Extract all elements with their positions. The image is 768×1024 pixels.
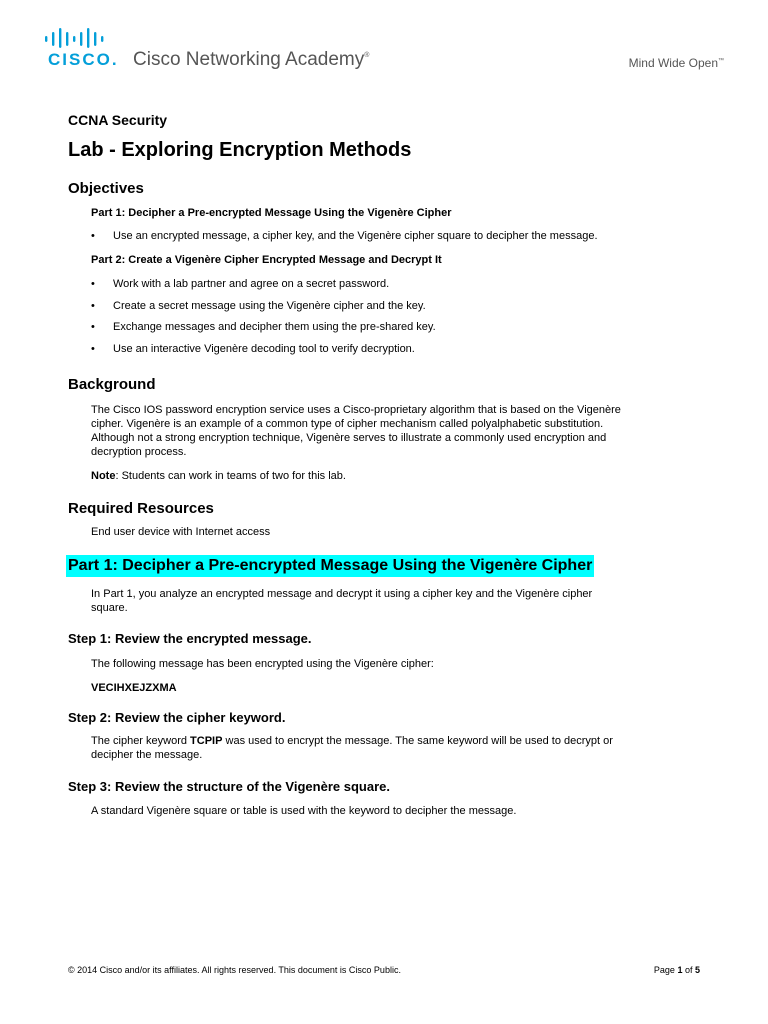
objective-part1-title: Part 1: Decipher a Pre-encrypted Message Using the Vigenère Cipher: [91, 207, 452, 219]
course-name: CCNA Security: [68, 112, 168, 128]
page-header: [44, 28, 724, 78]
background-heading: Background: [68, 376, 156, 393]
bullet-icon: •: [91, 230, 95, 242]
bullet-icon: •: [91, 343, 95, 355]
background-paragraph: The Cisco IOS password encryption service uses a Cisco-proprietary algorithm that is based on the Vigenère cipher. Vigenère is an example of a common type of cipher mechanism called polyalphabetic substitution. Although not a strong encryption technique, Vigenère serves to illustrate a commonly used encryption and decryption process.: [91, 404, 621, 458]
part1-intro: In Part 1, you analyze an encrypted message and decrypt it using a cipher key and the Vigenère cipher square.: [91, 588, 593, 614]
part1-heading: Part 1: Decipher a Pre-encrypted Message Using the Vigenère Cipher: [66, 555, 594, 577]
cisco-logo-bars-icon: [44, 28, 114, 48]
cipher-keyword: TCPIP: [190, 735, 223, 747]
tagline: Mind Wide Open™: [628, 56, 724, 70]
bullet-icon: •: [91, 321, 95, 333]
objective-part2-title: Part 2: Create a Vigenère Cipher Encrypted Message and Decrypt It: [91, 254, 442, 266]
cisco-logo-wordmark: CISCO.: [48, 50, 119, 69]
page-title: Lab - Exploring Encryption Methods: [68, 139, 412, 161]
academy-name: Cisco Networking Academy®: [133, 49, 370, 70]
page-number: Page 1 of 5: [653, 965, 700, 975]
bullet-icon: •: [91, 278, 95, 290]
footer-copyright: © 2014 Cisco and/or its affiliates. All rights reserved. This document is Cisco Public.: [68, 965, 401, 975]
step1-title: Step 1: Review the encrypted message.: [68, 631, 312, 646]
step1-ciphertext: VECIHXEJZXMA: [91, 682, 177, 694]
step3-text: A standard Vigenère square or table is used with the keyword to decipher the message.: [91, 805, 517, 817]
objectives-heading: Objectives: [68, 180, 144, 197]
step3-title: Step 3: Review the structure of the Vigenère square.: [68, 779, 390, 794]
step2-title: Step 2: Review the cipher keyword.: [68, 710, 286, 725]
bullet-icon: •: [91, 300, 95, 312]
resources-heading: Required Resources: [68, 500, 214, 517]
note-paragraph: Note: Students can work in teams of two for this lab.: [91, 470, 346, 482]
step2-text: The cipher keyword TCPIP was used to encrypt the message. The same keyword will be used to decrypt or decipher the message.: [91, 735, 613, 761]
step1-text: The following message has been encrypted using the Vigenère cipher:: [91, 658, 434, 670]
resources-item: End user device with Internet access: [91, 526, 271, 538]
